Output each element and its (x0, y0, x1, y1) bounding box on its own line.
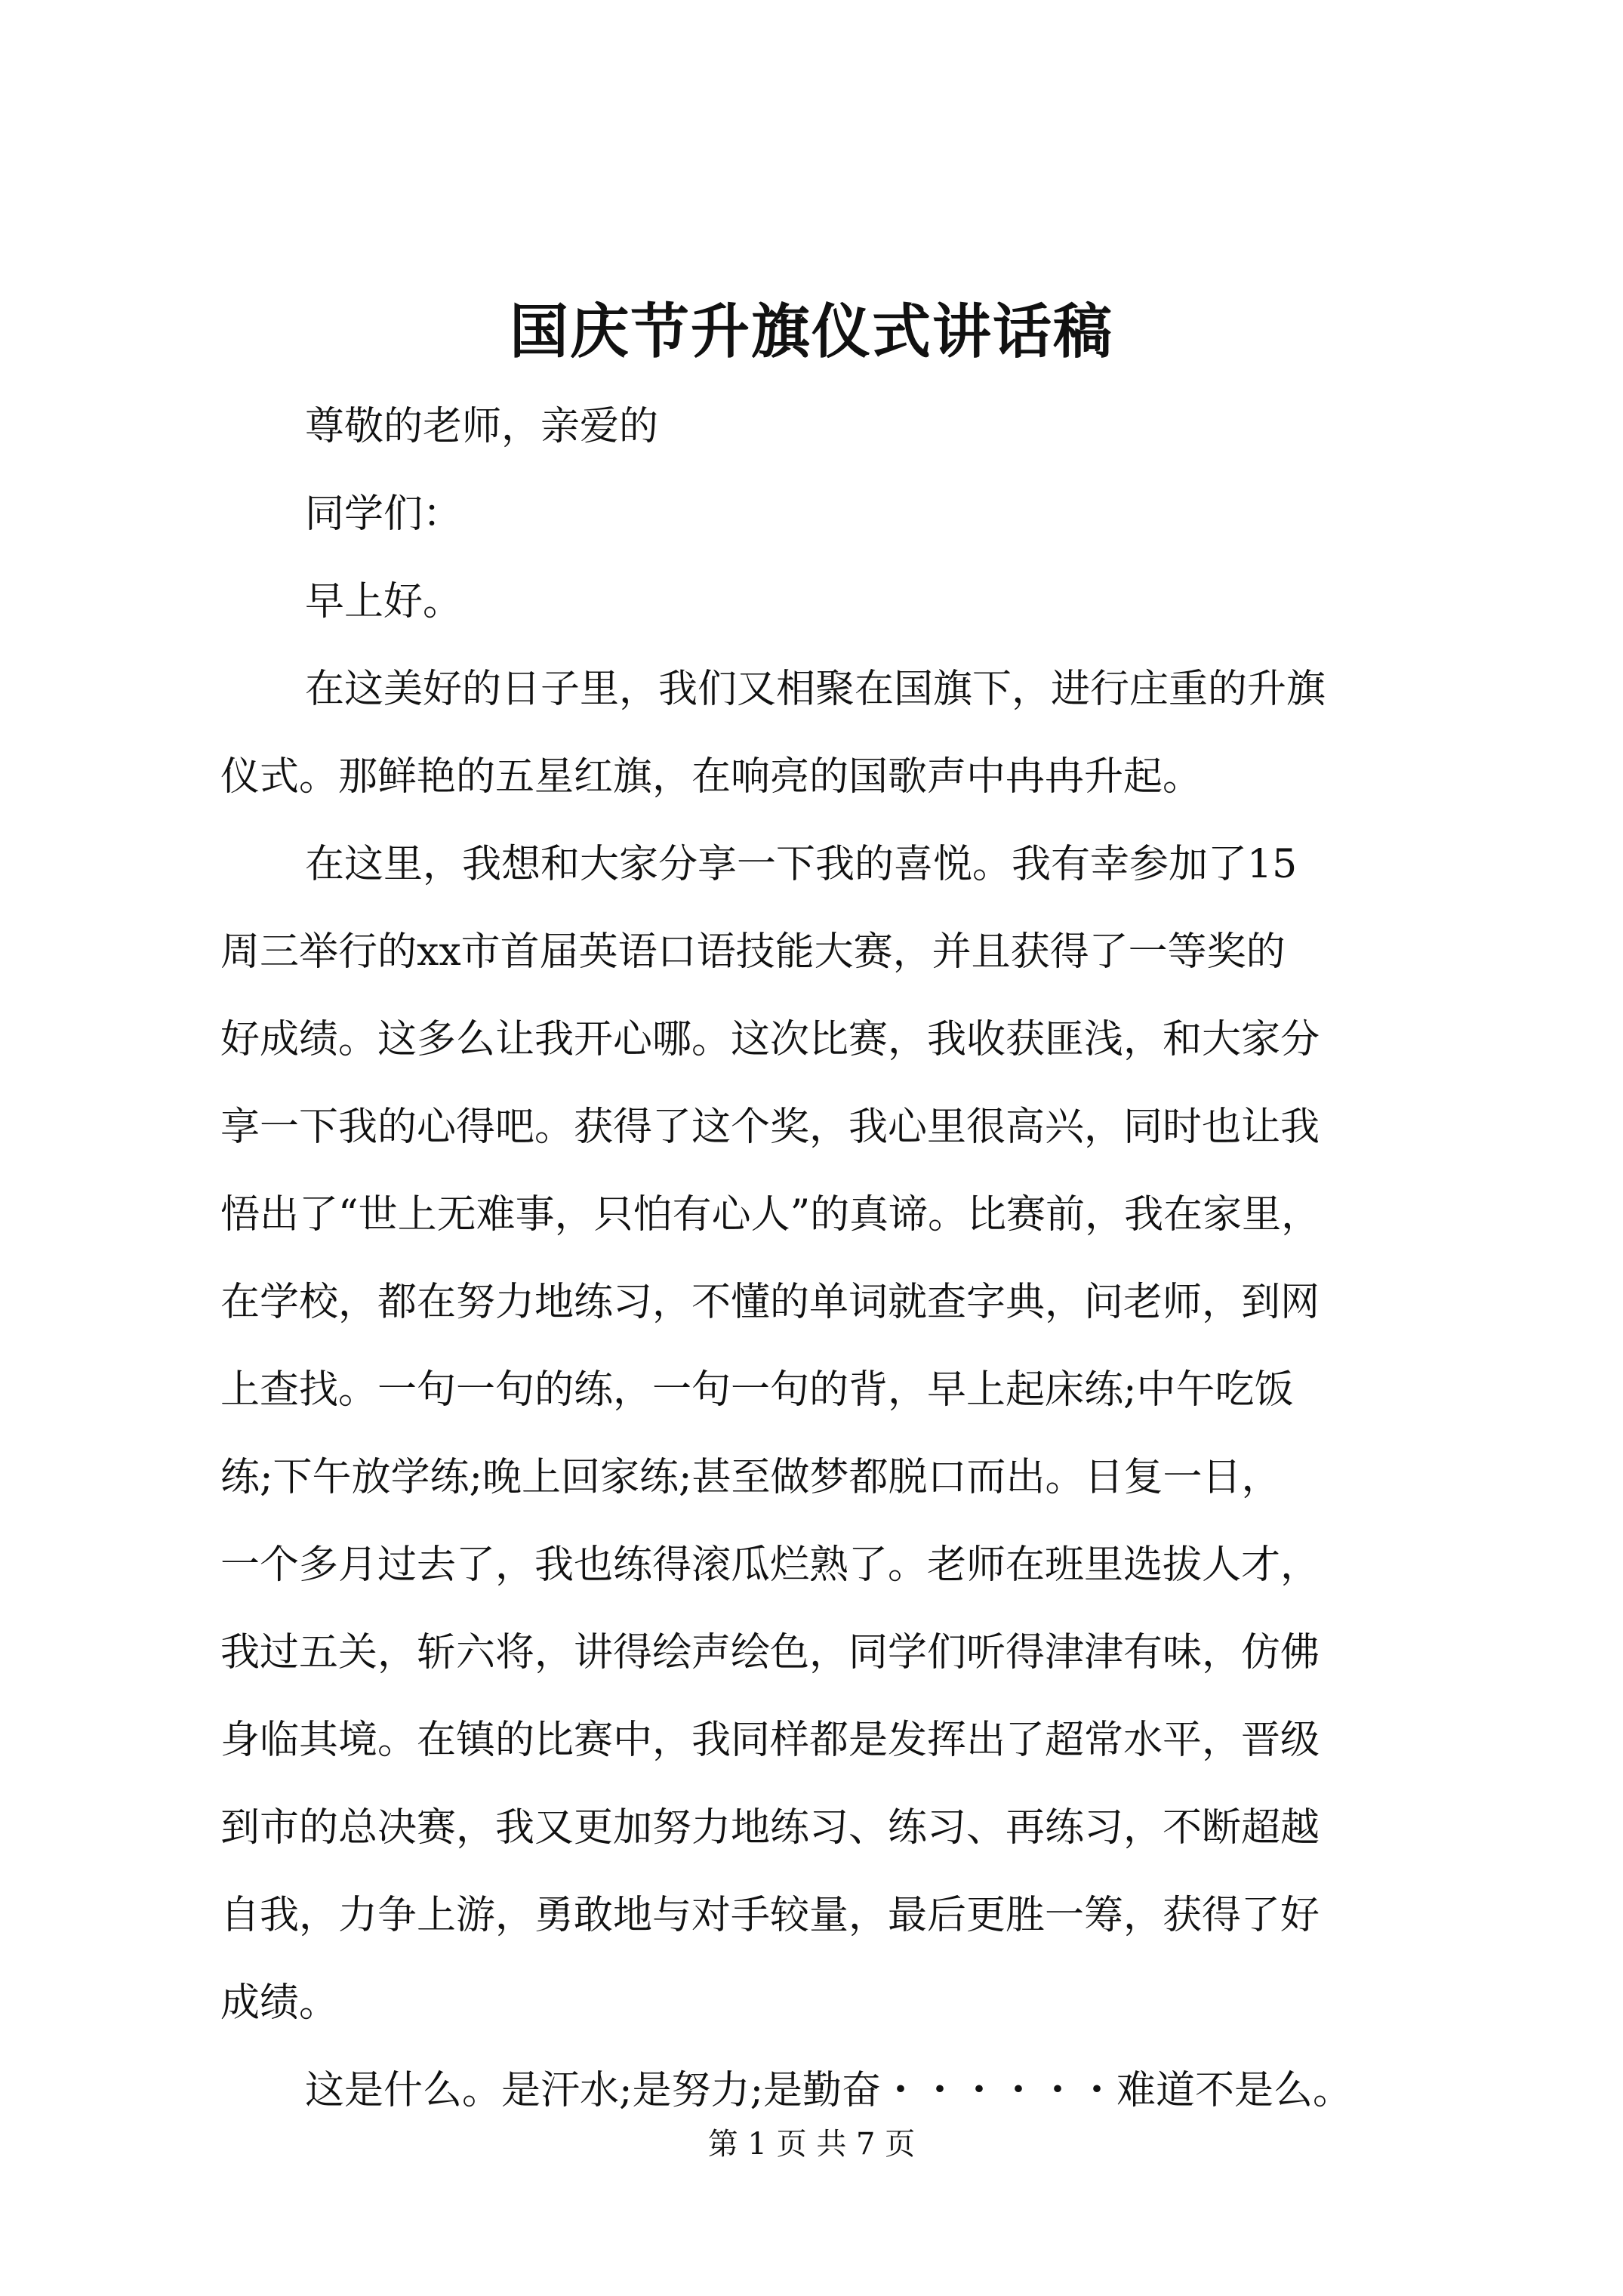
paragraph-2-line-13: 自我，力争上游，勇敢地与对手较量，最后更胜一筹，获得了好 (220, 1893, 1320, 1938)
paragraph-2-line-5: 悟出了“世上无难事，只怕有心人”的真谛。比赛前，我在家里， (220, 1192, 1321, 1237)
paragraph-2-line-7: 上查找。一句一句的练，一句一句的背，早上起床练;中午吃饭 (220, 1367, 1294, 1413)
paragraph-2-line-3: 好成绩。这多么让我开心哪。这次比赛，我收获匪浅，和大家分 (220, 1017, 1320, 1062)
paragraph-2-line-8: 练;下午放学练;晚上回家练;甚至做梦都脱口而出。日复一日， (220, 1455, 1281, 1500)
paragraph-2-line-6: 在学校，都在努力地练习，不懂的单词就查字典，问老师，到网 (220, 1280, 1320, 1325)
paragraph-3-line-1: 这是什么。是汗水;是努力;是勤奋・・・・・・难道不是么。 (305, 2068, 1353, 2113)
document-title: 国庆节升旗仪式讲话稿 (509, 297, 1113, 366)
paragraph-2-line-10: 我过五关，斩六将，讲得绘声绘色，同学们听得津津有味，仿佛 (220, 1630, 1320, 1675)
paragraph-2-line-9: 一个多月过去了，我也练得滚瓜烂熟了。老师在班里选拔人才， (220, 1542, 1320, 1588)
page-number-footer: 第 1 页 共 7 页 (707, 2127, 916, 2162)
salutation-line-2: 同学们： (305, 492, 463, 537)
paragraph-2-line-1: 在这里，我想和大家分享一下我的喜悦。我有幸参加了15 (305, 842, 1298, 887)
document-body (220, 383, 1437, 2134)
paragraph-2-line-12: 到市的总决赛，我又更加努力地练习、练习、再练习，不断超越 (220, 1805, 1320, 1851)
paragraph-1-line-2: 仪式。那鲜艳的五星红旗，在响亮的国歌声中冉冉升起。 (220, 754, 1203, 800)
paragraph-2-line-2: 周三举行的xx市首届英语口语技能大赛，并且获得了一等奖的 (220, 929, 1286, 975)
paragraph-2-line-14: 成绩。 (220, 1980, 339, 2026)
paragraph-1-line-1: 在这美好的日子里，我们又相聚在国旗下，进行庄重的升旗 (305, 667, 1326, 712)
salutation-line-1: 尊敬的老师，亲爱的 (305, 404, 659, 449)
paragraph-2-line-11: 身临其境。在镇的比赛中，我同样都是发挥出了超常水平，晋级 (220, 1718, 1320, 1763)
paragraph-2-line-4: 享一下我的心得吧。获得了这个奖，我心里很高兴，同时也让我 (220, 1105, 1320, 1150)
greeting-line: 早上好。 (305, 579, 463, 624)
